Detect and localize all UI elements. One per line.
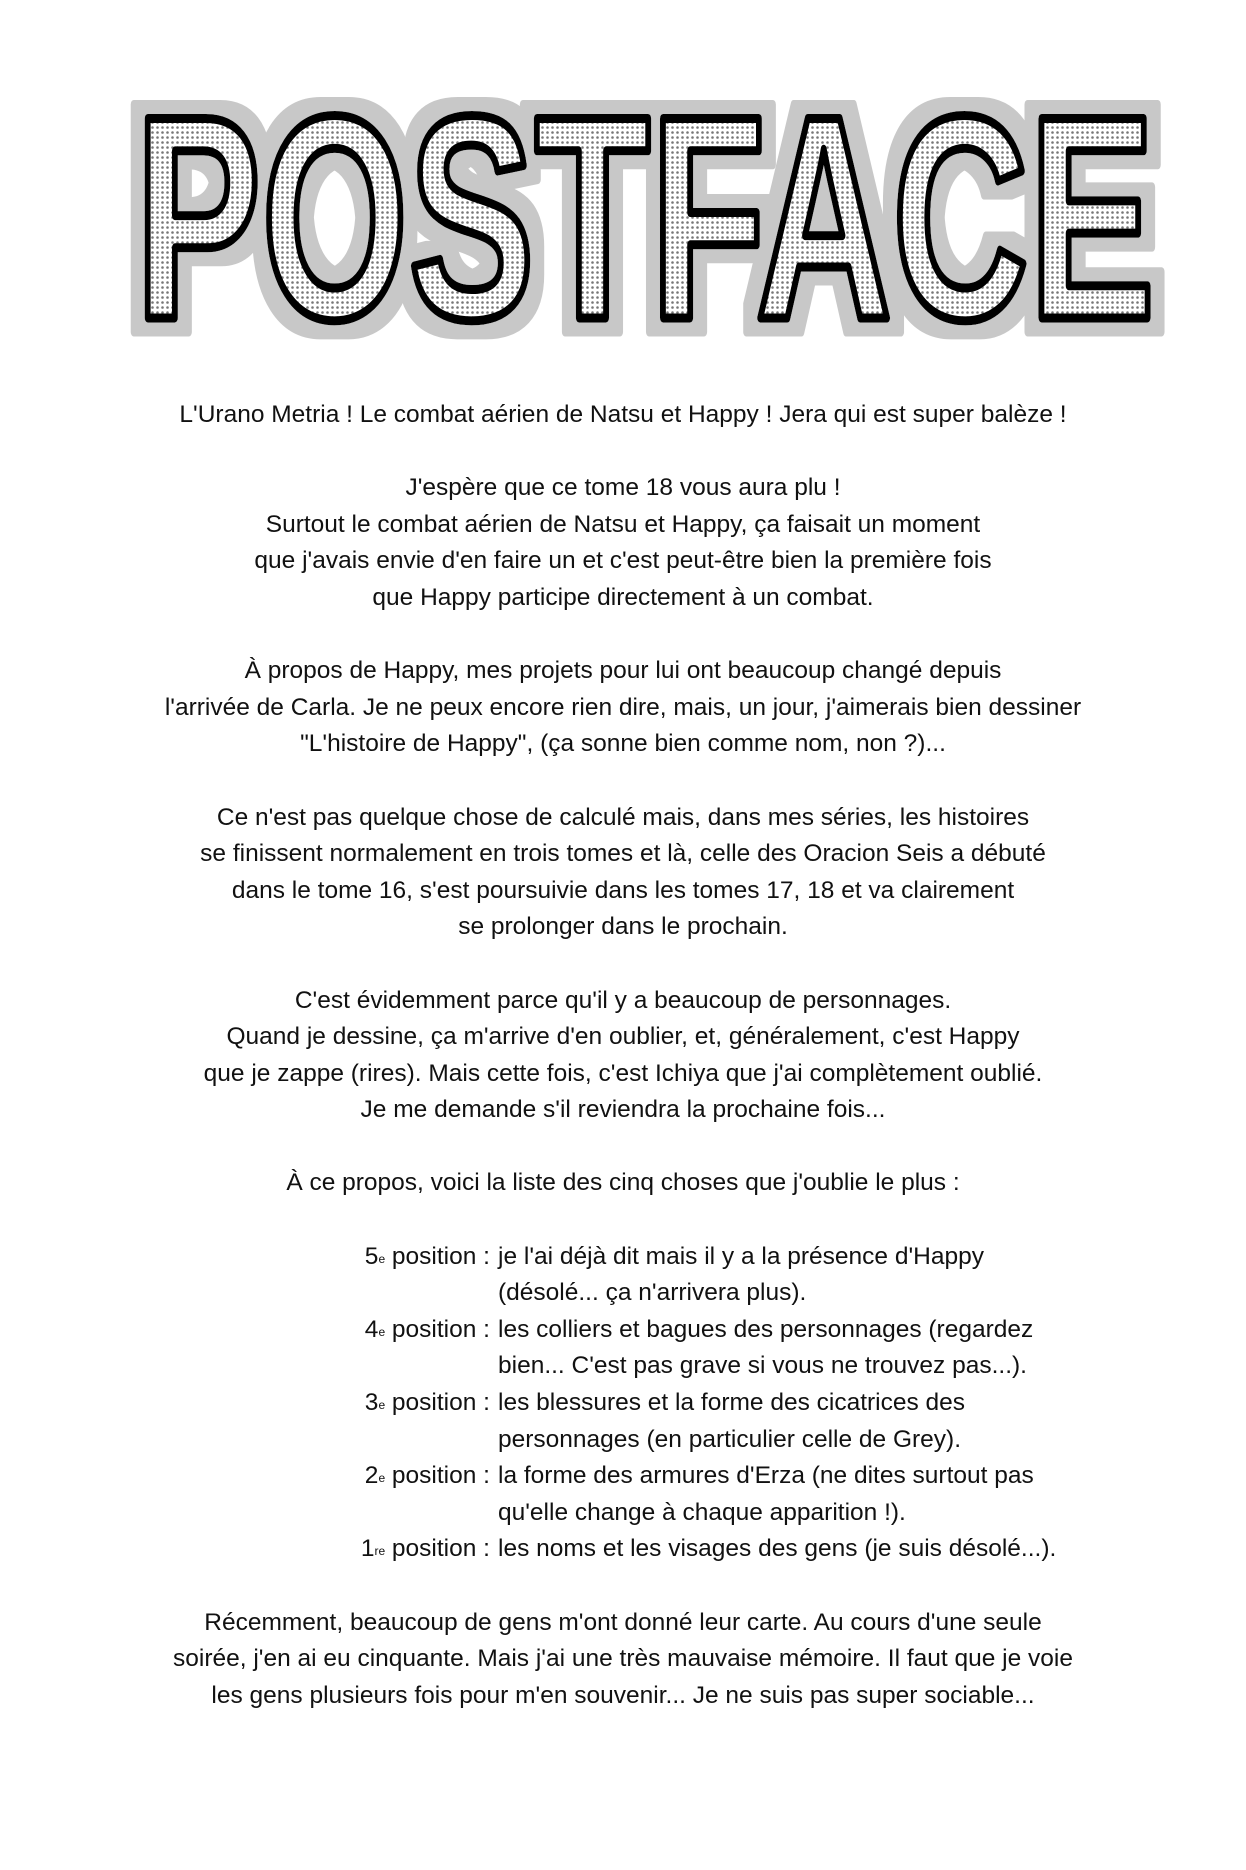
text-line: l'arrivée de Carla. Je ne peux encore rien dire, mais, un jour, j'aimerais bien dessiner <box>164 693 1082 721</box>
text-line: Surtout le combat aérien de Natsu et Happy, ça faisait un moment <box>265 510 981 538</box>
list-item-rank <box>60 1458 490 1531</box>
postface-title-logo <box>110 80 1180 355</box>
paragraph <box>60 1165 1186 1202</box>
text-line: dans le tome 16, s'est poursuivie dans les tomes 17, 18 et va clairement <box>231 876 1015 904</box>
list-item-text <box>490 1531 1056 1568</box>
rank-label: position : <box>385 1462 490 1490</box>
list-item <box>60 1312 1186 1385</box>
rank-suffix: e <box>378 1251 386 1266</box>
list-item <box>60 1385 1186 1458</box>
list-item <box>60 1458 1186 1531</box>
text-line: se finissent normalement en trois tomes et là, celle des Oracion Seis a débuté <box>200 840 1046 868</box>
text-line: Quand je dessine, ça m'arrive d'en oublier, et, généralement, c'est Happy <box>226 1023 1020 1051</box>
text-line: se prolonger dans le prochain. <box>458 913 788 941</box>
list-item-text <box>490 1312 1033 1385</box>
text-line: Récemment, beaucoup de gens m'ont donné leur carte. Au cours d'une seule <box>204 1608 1042 1636</box>
text-line: (désolé... ça n'arrivera plus). <box>498 1279 807 1307</box>
rank-label: position : <box>385 1535 490 1563</box>
text-line: les blessures et la forme des cicatrices des <box>498 1389 966 1417</box>
rank-number: 4 <box>364 1315 379 1343</box>
list-item-text <box>490 1458 1034 1531</box>
postface-body <box>60 397 1186 1751</box>
text-line: À propos de Happy, mes projets pour lui ont beaucoup changé depuis <box>244 657 1002 685</box>
closing-paragraph <box>60 1605 1186 1715</box>
list-item-rank <box>60 1312 490 1385</box>
paragraph <box>60 397 1186 434</box>
paragraph <box>60 470 1186 616</box>
paragraph <box>60 800 1186 946</box>
rank-suffix: e <box>378 1398 386 1413</box>
list-item-rank <box>60 1385 490 1458</box>
text-line: les gens plusieurs fois pour m'en souvenir... Je ne suis pas super sociable... <box>211 1681 1035 1709</box>
title-text: POSTFACE <box>135 80 1155 355</box>
list-item-rank <box>60 1239 490 1312</box>
list-item-text <box>490 1385 965 1458</box>
paragraph <box>60 653 1186 763</box>
text-line: L'Urano Metria ! Le combat aérien de Natsu et Happy ! Jera qui est super balèze ! <box>179 401 1067 428</box>
text-line: C'est évidemment parce qu'il y a beaucoup de personnages. <box>294 986 952 1014</box>
text-line: les colliers et bagues des personnages (regardez <box>498 1315 1034 1343</box>
text-line: que je zappe (rires). Mais cette fois, c'est Ichiya que j'ai complètement oublié. <box>203 1059 1043 1087</box>
text-line: Ce n'est pas quelque chose de calculé mais, dans mes séries, les histoires <box>216 803 1030 831</box>
rank-number: 3 <box>364 1389 379 1417</box>
list-item-rank <box>60 1531 490 1568</box>
rank-number: 1 <box>360 1535 375 1563</box>
text-line: "L'histoire de Happy", (ça sonne bien comme nom, non ?)... <box>300 730 946 758</box>
text-line: J'espère que ce tome 18 vous aura plu ! <box>405 474 841 502</box>
rank-number: 2 <box>364 1462 379 1490</box>
text-line: personnages (en particulier celle de Grey). <box>498 1425 962 1453</box>
rank-suffix: re <box>374 1544 386 1559</box>
list-item <box>60 1531 1186 1568</box>
list-item-text <box>490 1239 984 1312</box>
rank-suffix: e <box>378 1324 386 1339</box>
text-line: que Happy participe directement à un combat. <box>372 583 874 611</box>
forgotten-things-list <box>60 1239 1186 1568</box>
list-item <box>60 1239 1186 1312</box>
text-line: que j'avais envie d'en faire un et c'est peut-être bien la première fois <box>254 547 992 575</box>
text-line: la forme des armures d'Erza (ne dites surtout pas <box>498 1462 1034 1490</box>
rank-label: position : <box>385 1389 490 1417</box>
text-line: Je me demande s'il reviendra la prochaine fois... <box>360 1096 886 1124</box>
rank-number: 5 <box>364 1242 379 1270</box>
text-line: je l'ai déjà dit mais il y a la présence d'Happy <box>498 1242 984 1270</box>
text-line: qu'elle change à chaque apparition !). <box>498 1498 906 1526</box>
text-line: bien... C'est pas grave si vous ne trouvez pas...). <box>498 1352 1027 1380</box>
paragraph <box>60 983 1186 1129</box>
rank-label: position : <box>385 1315 490 1343</box>
text-line: soirée, j'en ai eu cinquante. Mais j'ai une très mauvaise mémoire. Il faut que je voie <box>173 1645 1073 1673</box>
text-line: les noms et les visages des gens (je suis désolé...). <box>498 1535 1057 1563</box>
rank-label: position : <box>385 1242 490 1270</box>
text-line: À ce propos, voici la liste des cinq choses que j'oublie le plus : <box>286 1169 960 1197</box>
rank-suffix: e <box>378 1471 386 1486</box>
